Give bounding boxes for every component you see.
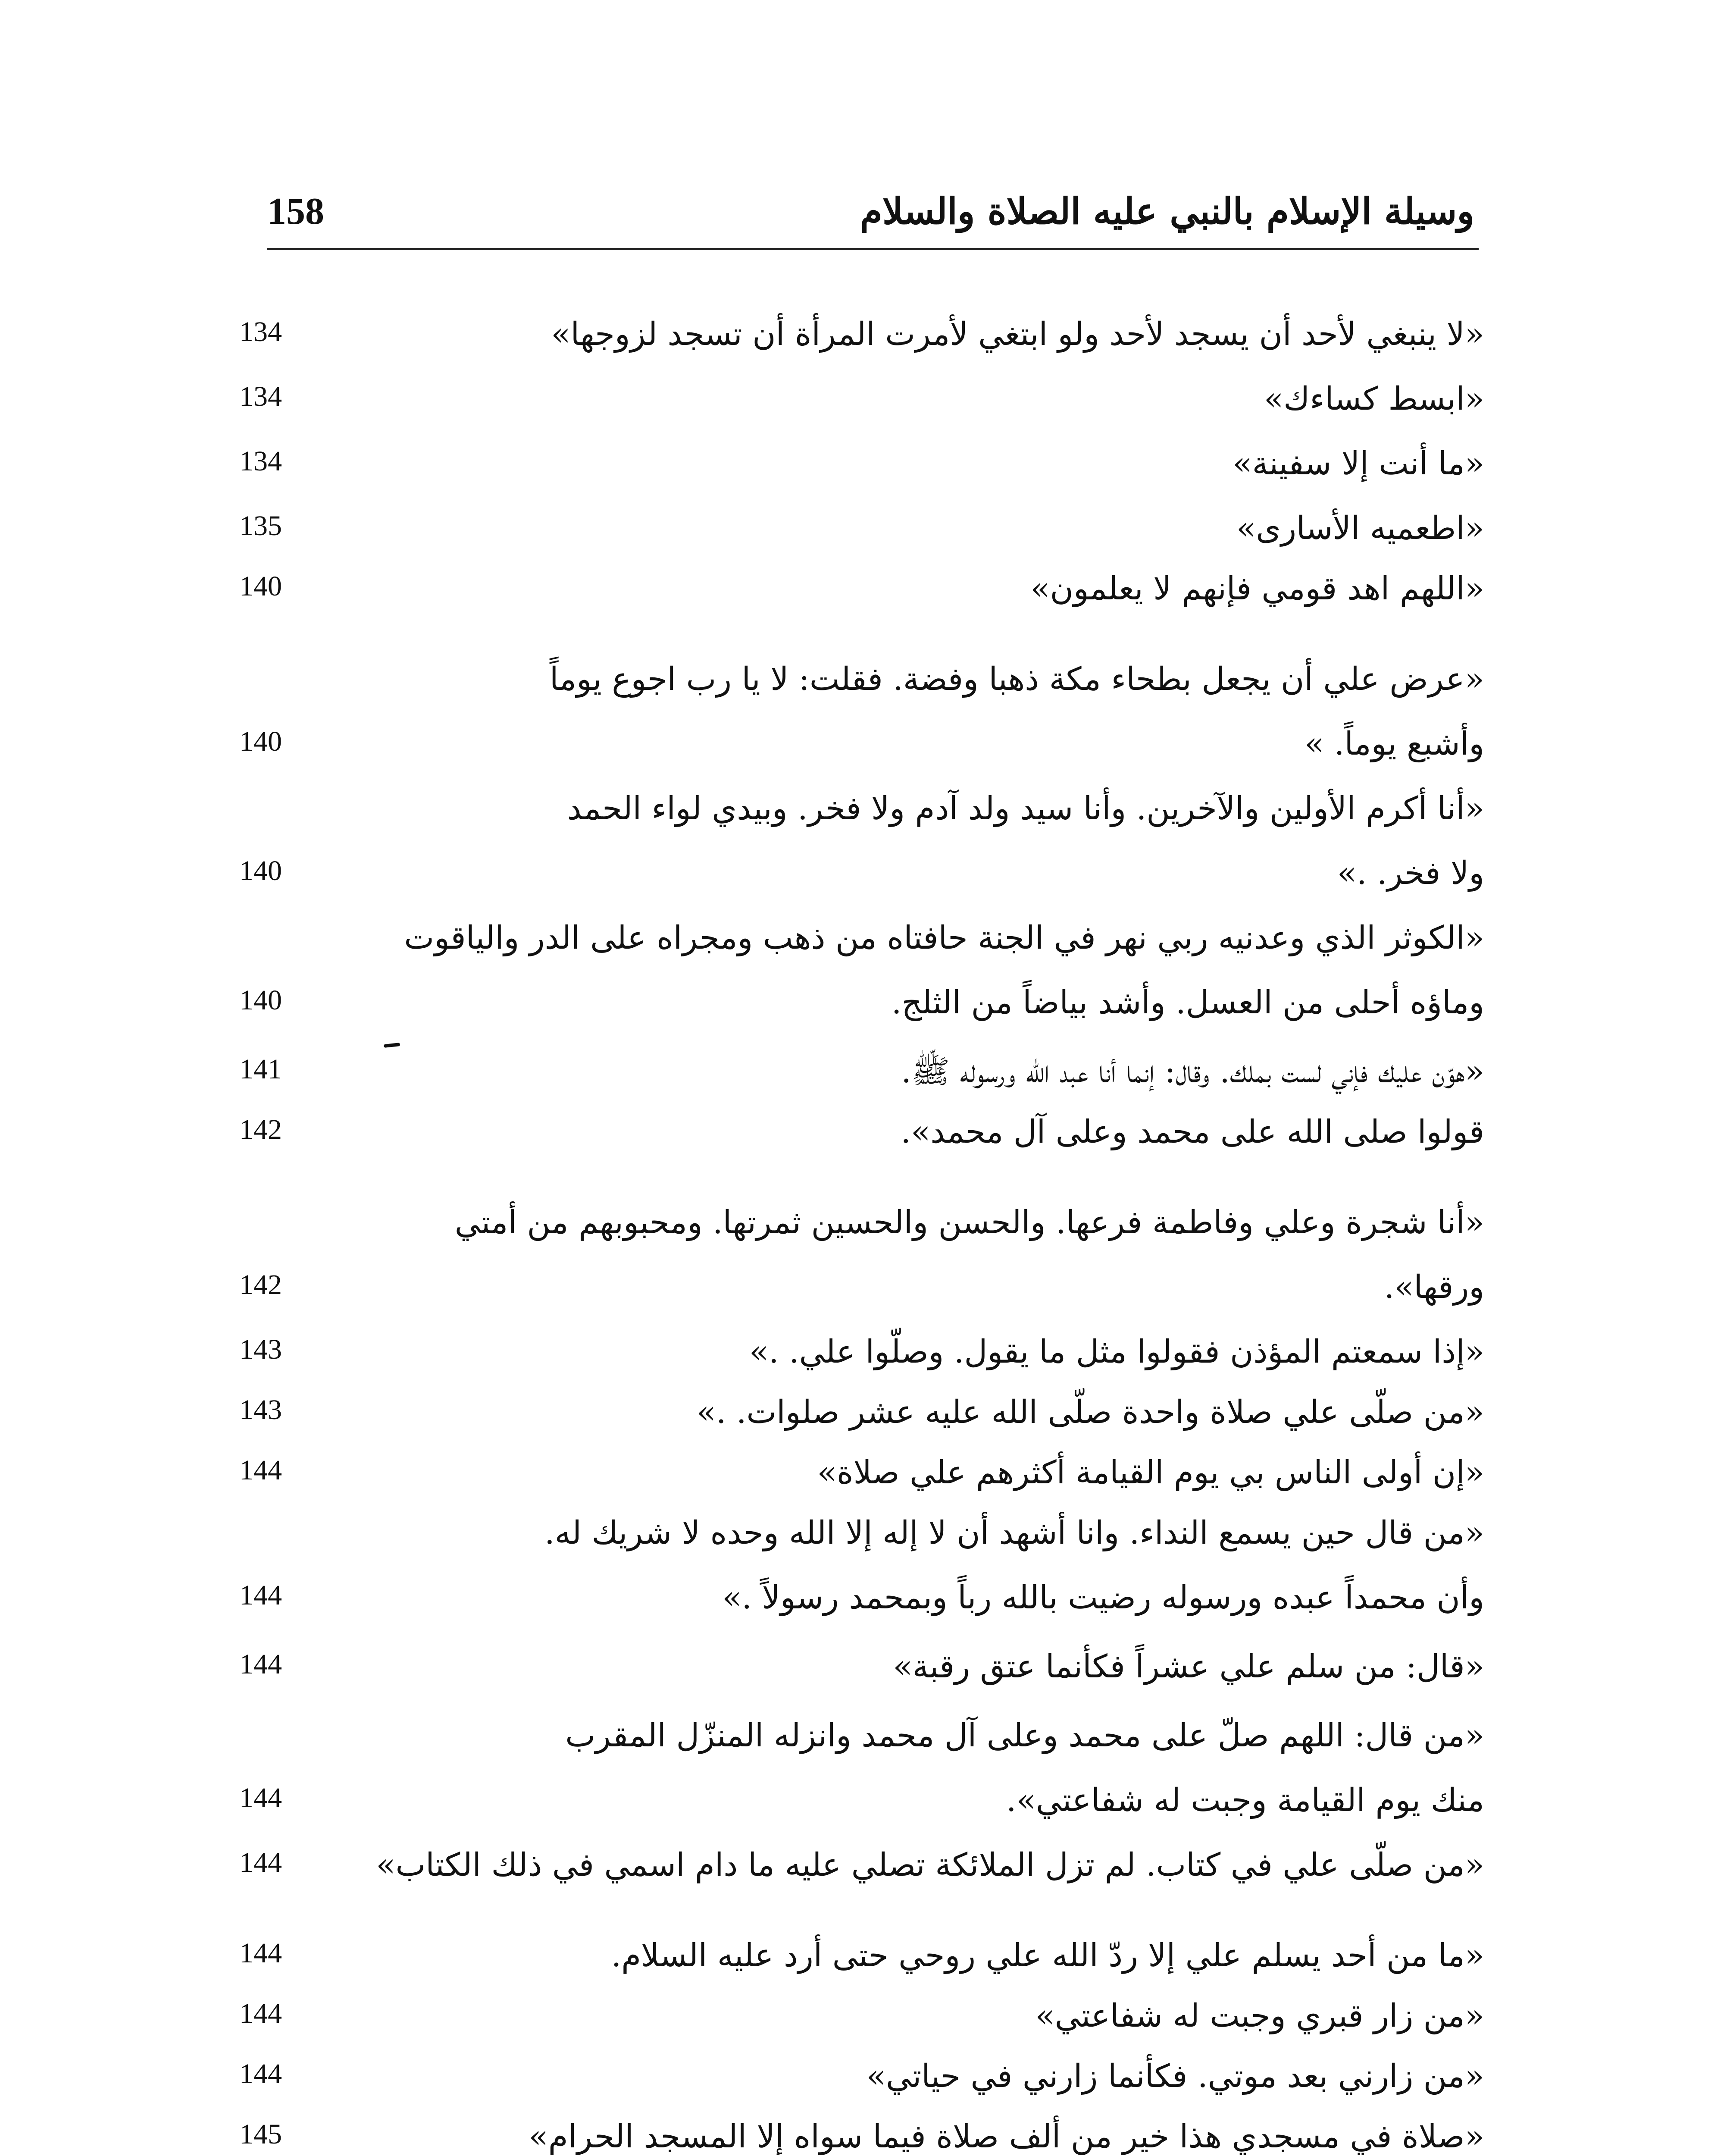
entry-page-number: 144	[239, 1454, 282, 1486]
entry-line: «اللهم اهد قومي فإنهم لا يعلمون»	[1030, 570, 1484, 607]
entry-line: «عرض علي أن يجعل بطحاء مكة ذهبا وفضة. فقلت: لا يا رب اجوع يوماً	[549, 661, 1484, 698]
entry-text	[312, 647, 1484, 776]
entry-text	[312, 2104, 1484, 2156]
header-rule	[267, 248, 1479, 250]
entry-page-number: 140	[239, 570, 282, 602]
entry-page-number: 144	[239, 1937, 282, 1969]
entry-page-number: 144	[239, 1648, 282, 1680]
entry-page-number: 142	[239, 1114, 282, 1145]
running-header-title: وسيلة الإسلام بالنبي عليه الصلاة والسلام	[860, 190, 1474, 232]
entry-line: «قال: من سلم علي عشراً فكأنما عتق رقبة»	[893, 1648, 1484, 1685]
entry-line: «لا ينبغي لأحد أن يسجد لأحد ولو ابتغي لأمرت المرأة أن تسجد لزوجها»	[551, 316, 1484, 353]
entry-page-number: 140	[239, 726, 282, 757]
entry-page-number: 135	[239, 510, 282, 542]
entry-text	[312, 1634, 1484, 1699]
entry-text	[312, 431, 1484, 496]
page-number: 158	[267, 191, 324, 232]
entry-line: «إذا سمعتم المؤذن فقولوا مثل ما يقول. وصلّوا علي. .»	[749, 1333, 1484, 1370]
entry-page-number: 140	[239, 855, 282, 887]
entry-line: «هوّن عليك فإني لست بملك. وقال: إنما أنا عبد الله ورسوله ﷺ.	[901, 1053, 1484, 1090]
entry-line: «اطعميه الأسارى»	[1236, 510, 1484, 547]
entry-text	[312, 556, 1484, 621]
entry-text	[312, 367, 1484, 431]
entry-line: «أنا شجرة وعلي وفاطمة فرعها. والحسن والحسين ثمرتها. ومحبوبهم من أمتي	[454, 1204, 1484, 1241]
entry-page-number: 144	[239, 1579, 282, 1611]
entry-page-number: 144	[239, 2058, 282, 2090]
entry-line: «ابسط كساءك»	[1264, 380, 1484, 417]
entry-line: «أنا أكرم الأولين والآخرين. وأنا سيد ولد آدم ولا فخر. وبيدي لواء الحمد	[567, 790, 1484, 827]
entry-page-number: 134	[239, 445, 282, 477]
entry-line: «من قال: اللهم صلّ على محمد وعلى آل محمد وانزله المنزّل المقرب	[565, 1717, 1484, 1754]
entry-text	[312, 1190, 1484, 1319]
entry-line: «من صلّى علي صلاة واحدة صلّى الله عليه عشر صلوات. .»	[696, 1394, 1484, 1431]
entry-page-number: 142	[239, 1269, 282, 1300]
entry-line: وماؤه أحلى من العسل. وأشد بياضاً من الثلج.	[891, 984, 1484, 1021]
entry-text	[312, 1440, 1484, 1505]
entry-line: «من زار قبري وجبت له شفاعتي»	[1035, 1997, 1484, 2034]
entry-page-number: 134	[239, 316, 282, 348]
entry-line: ورقها».	[1384, 1269, 1484, 1306]
entry-text	[312, 1380, 1484, 1445]
entry-text	[312, 1501, 1484, 1630]
entry-text	[312, 906, 1484, 1035]
entry-text	[312, 1039, 1484, 1104]
entry-text	[312, 776, 1484, 906]
entry-page-number: 143	[239, 1394, 282, 1426]
entry-page-number: 141	[239, 1053, 282, 1085]
entry-page-number: 145	[239, 2118, 282, 2150]
entry-line: وأشبع يوماً. »	[1305, 725, 1484, 762]
entry-page-number: 140	[239, 984, 282, 1016]
entry-page-number: 144	[239, 1847, 282, 1878]
entry-text	[312, 1984, 1484, 2048]
entry-line: «صلاة في مسجدي هذا خير من ألف صلاة فيما سواه إلا المسجد الحرام»	[529, 2118, 1484, 2155]
entry-text	[312, 496, 1484, 561]
entry-text	[312, 2044, 1484, 2109]
entry-line: «من صلّى علي في كتاب. لم تزل الملائكة تصلي عليه ما دام اسمي في ذلك الكتاب»	[376, 1846, 1484, 1883]
entry-line: قولوا صلى الله على محمد وعلى آل محمد».	[901, 1113, 1484, 1150]
running-header	[267, 190, 1474, 246]
entry-line: ولا فخر. .»	[1337, 855, 1484, 892]
entry-line: «ما من أحد يسلم علي إلا ردّ الله علي روحي حتى أرد عليه السلام.	[611, 1937, 1484, 1974]
entry-text	[312, 1833, 1484, 1897]
entry-text	[312, 1923, 1484, 1988]
entry-page-number: 144	[239, 1782, 282, 1814]
entry-page-number: 134	[239, 381, 282, 412]
entry-line: «الكوثر الذي وعدنيه ربي نهر في الجنة حافتاه من ذهب ومجراه على الدر والياقوت	[404, 919, 1484, 956]
entry-line: «من قال حين يسمع النداء. وانا أشهد أن لا إله إلا الله وحده لا شريك له.	[544, 1514, 1484, 1551]
entry-text	[312, 302, 1484, 367]
entry-line: «ما أنت إلا سفينة»	[1233, 445, 1484, 482]
entry-text	[312, 1319, 1484, 1384]
entry-line: منك يوم القيامة وجبت له شفاعتي».	[1006, 1782, 1484, 1819]
entry-line: وأن محمداً عبده ورسوله رضيت بالله رباً وبمحمد رسولاً .»	[722, 1579, 1484, 1616]
entry-text	[312, 1703, 1484, 1833]
entry-page-number: 144	[239, 1998, 282, 2029]
entry-page-number: 143	[239, 1334, 282, 1365]
entry-text	[312, 1100, 1484, 1164]
entry-line: «إن أولى الناس بي يوم القيامة أكثرهم علي صلاة»	[817, 1454, 1484, 1491]
entry-line: «من زارني بعد موتي. فكأنما زارني في حياتي»	[866, 2058, 1484, 2095]
